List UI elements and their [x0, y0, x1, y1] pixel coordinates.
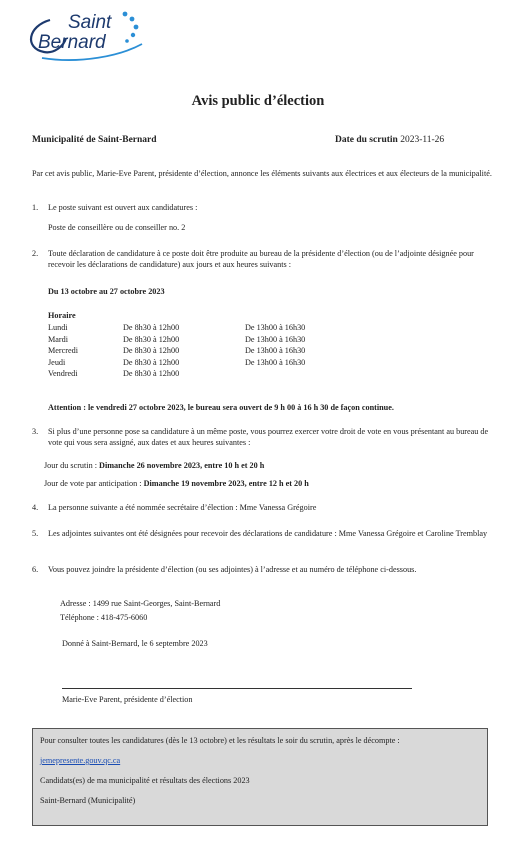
- municipality-name: Municipalité de Saint-Bernard: [32, 135, 157, 145]
- schedule-morning: De 8h30 à 12h00: [123, 323, 180, 332]
- intro-paragraph: Par cet avis public, Marie-Eve Parent, présidente d’élection, annonce les éléments suivants aux électrices et aux électeurs de la municipalité.: [32, 169, 492, 178]
- contact-address: Adresse : 1499 rue Saint-Georges, Saint-Bernard: [60, 599, 221, 608]
- item-1-text: Le poste suivant est ouvert aux candidatures :: [48, 203, 198, 212]
- schedule-morning: De 8h30 à 12h00: [123, 357, 180, 367]
- item-1-number: 1.: [32, 203, 39, 212]
- schedule-day: Jeudi: [48, 357, 66, 367]
- item-2-text: Toute déclaration de candidature à ce poste doit être produite au bureau de la présidente d’élection (ou de l’adjointe désignée pour recevoir les déclarations de candidature) aux jours et aux heures suivants :: [48, 249, 474, 270]
- results-info-box: [32, 728, 488, 826]
- schedule-day: Lundi: [48, 323, 68, 332]
- voting-day: [44, 460, 264, 471]
- given-at-date: Donné à Saint-Bernard, le 6 septembre 2023: [62, 639, 208, 648]
- logo-text-saint: Saint: [68, 12, 112, 33]
- schedule-afternoon: De 13h00 à 16h30: [245, 357, 306, 367]
- item-1-position: Poste de conseillère ou de conseiller no. 2: [48, 223, 186, 232]
- info-line-consult: Pour consulter toutes les candidatures (dès le 13 octobre) et les résultats le soir du scrutin, après le décompte :: [40, 736, 400, 745]
- item-3-text: Si plus d’une personne pose sa candidature à un même poste, vous pourrez exercer votre droit de vote en vous présentant au bureau de vote qui vous sera assigné, aux dates et aux heures suivantes :: [48, 427, 489, 448]
- item-2-number: 2.: [32, 249, 39, 258]
- schedule-afternoon: De 13h00 à 16h30: [245, 346, 306, 355]
- attention-note: Attention : le vendredi 27 octobre 2023, le bureau sera ouvert de 9 h 00 à 16 h 30 de façon continue.: [48, 403, 394, 412]
- election-date: [335, 134, 444, 147]
- contact-phone: Téléphone : 418-475-6060: [60, 613, 148, 622]
- schedule-morning: De 8h30 à 12h00: [123, 369, 180, 378]
- schedule-row: [48, 357, 305, 369]
- voting-day-value: Dimanche 26 novembre 2023, entre 10 h et 20 h: [99, 461, 265, 470]
- item-3-number: 3.: [32, 427, 39, 436]
- schedule-row: [48, 368, 305, 380]
- info-line-municipality: Saint-Bernard (Municipalité): [40, 796, 136, 806]
- schedule-row: [48, 334, 305, 346]
- advance-voting-label: Jour de vote par anticipation :: [44, 479, 144, 488]
- signature-line: [62, 688, 412, 689]
- item-4-text: La personne suivante a été nommée secrétaire d’élection : Mme Vanessa Grégoire: [48, 503, 317, 512]
- item-5-text: Les adjointes suivantes ont été désignées pour recevoir des déclarations de candidature : Mme Vanessa Grégoire et Caroline Tremblay: [48, 529, 488, 538]
- schedule-day: Vendredi: [48, 369, 78, 378]
- item-5-number: 5.: [32, 529, 39, 538]
- municipality-logo: [20, 8, 145, 58]
- advance-voting-value: Dimanche 19 novembre 2023, entre 12 h et 20 h: [143, 479, 309, 488]
- election-date-value: 2023-11-26: [400, 135, 445, 145]
- elections-website-link[interactable]: jemepresente.gouv.qc.ca: [40, 756, 121, 766]
- item-6-text: Vous pouvez joindre la présidente d’élection (ou ses adjointes) à l’adresse et au numéro de téléphone ci-dessous.: [48, 565, 417, 574]
- page-title: Avis public d’élection: [191, 93, 325, 109]
- schedule-day: Mercredi: [48, 346, 79, 355]
- schedule-row: [48, 345, 305, 357]
- office-hours-schedule: [48, 322, 305, 380]
- signature-name: Marie-Eve Parent, présidente d’élection: [62, 695, 193, 704]
- schedule-row: [48, 322, 305, 334]
- schedule-afternoon: De 13h00 à 16h30: [245, 323, 306, 332]
- logo-text-bernard: Bernard: [38, 32, 106, 53]
- advance-voting-day: [44, 478, 309, 489]
- schedule-day: Mardi: [48, 334, 69, 344]
- candidature-period: Du 13 octobre au 27 octobre 2023: [48, 287, 165, 296]
- schedule-morning: De 8h30 à 12h00: [123, 346, 180, 355]
- schedule-morning: De 8h30 à 12h00: [123, 334, 180, 344]
- item-4-number: 4.: [32, 503, 39, 512]
- item-6-number: 6.: [32, 565, 39, 574]
- election-date-label: Date du scrutin: [335, 135, 398, 145]
- schedule-title: Horaire: [48, 311, 76, 320]
- info-line-candidates: Candidats(es) de ma municipalité et résultats des élections 2023: [40, 776, 250, 786]
- voting-day-label: Jour du scrutin :: [44, 461, 100, 470]
- schedule-afternoon: De 13h00 à 16h30: [245, 334, 306, 344]
